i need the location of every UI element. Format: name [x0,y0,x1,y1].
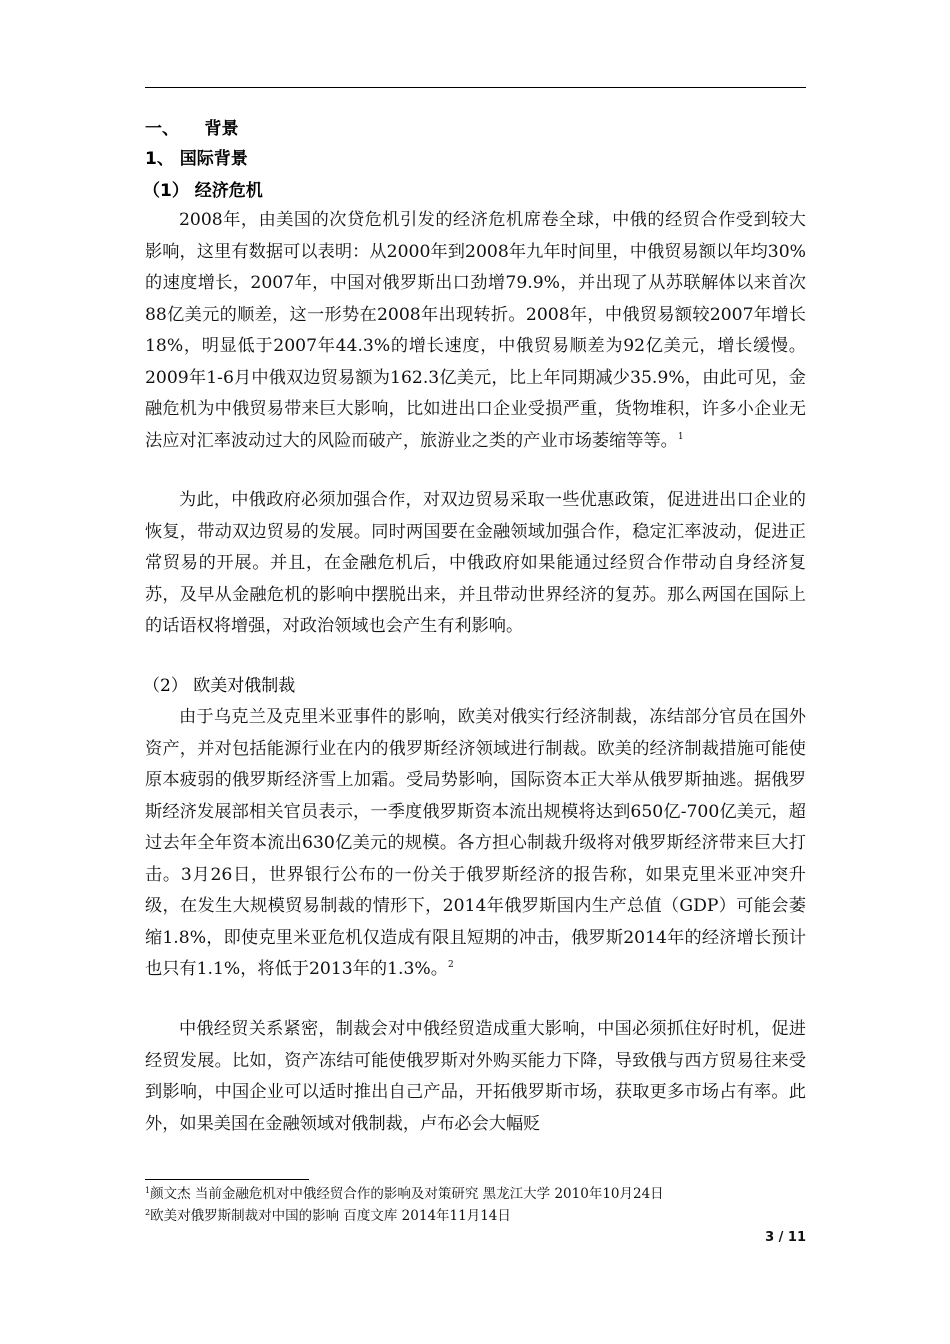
paragraph-text: 为此，中俄政府必须加强合作，对双边贸易采取一些优惠政策，促进进出口企业的恢复，带动双边贸易的发展。同时两国要在金融领域加强合作，稳定汇率波动，促进正常贸易的开展。并且，在金融危机后，中俄政府如果能通过经贸合作带动自身经济复苏，及早从金融危机的影响中摆脱出来，并且带动世界经济的复苏。那么两国在国际上的话语权将增强，对政治领域也会产生有利影响。 [145,490,806,636]
paragraph-text: 中俄经贸关系紧密，制裁会对中俄经贸造成重大影响，中国必须抓住好时机，促进经贸发展。比如，资产冻结可能使俄罗斯对外购买能力下降，导致俄与西方贸易往来受到影响，中国企业可以适时推出自己产品，开拓俄罗斯市场，获取更多市场占有率。此外，如果美国在金融领域对俄制裁，卢布必会大幅贬 [145,1019,806,1134]
paragraph-text: 由于乌克兰及克里米亚事件的影响，欧美对俄实行经济制裁，冻结部分官员在国外资产，并对包括能源行业在内的俄罗斯经济领域进行制裁。欧美的经济制裁措施可能使原本疲弱的俄罗斯经济雪上加霜。受局势影响，国际资本正大举从俄罗斯抽逃。据俄罗斯经济发展部相关官员表示，一季度俄罗斯资本流出规模将达到650亿-700亿美元，超过去年全年资本流出630亿美元的规模。各方担心制裁升级将对俄罗斯经济带来巨大打击。3月26日，世界银行公布的一份关于俄罗斯经济的报告称，如果克里米亚冲突升级，在发生大规模贸易制裁的情形下，2014年俄罗斯国内生产总值（GDP）可能会萎缩1.8%，即使克里米亚危机仅造成有限且短期的冲击，俄罗斯2014年的经济增长预计也只有1.1%，将低于2013年的1.3%。 [145,707,806,979]
paragraph-sanctions [145,702,806,986]
header-rule [145,87,806,88]
paragraph-economic-crisis [145,205,806,457]
subsection-1-heading: （1） 经济危机 [143,181,263,201]
subsection-2-heading: （2） 欧美对俄制裁 [143,676,296,696]
paragraph-text: 2008年，由美国的次贷危机引发的经济危机席卷全球，中俄的经贸合作受到较大影响，这里有数据可以表明：从2000年到2008年九年时间里，中俄贸易额以年均30%的速度增长，2007年，中国对俄罗斯出口劲增79.9%，并出现了从苏联解体以来首次88亿美元的顺差，这一形势在2008年出现转折。2008年，中俄贸易额较2007年增长18%，明显低于2007年44.3%的增长速度，中俄贸易顺差为92亿美元，增长缓慢。2009年1-6月中俄双边贸易额为162.3亿美元，比上年同期减少35.9%，由此可见，金融危机为中俄贸易带来巨大影响，比如进出口企业受损严重，货物堆积，许多小企业无法应对汇率波动过大的风险而破产，旅游业之类的产业市场萎缩等等。 [145,210,806,451]
footnote-mark: 1 [145,1186,151,1195]
paragraph-cooperation [145,485,806,643]
page-number: 3 / 11 [765,1230,806,1245]
footnote-text: 颜文杰 当前金融危机对中俄经贸合作的影响及对策研究 黑龙江大学 2010年10月24日 [150,1186,664,1202]
footnote-text: 欧美对俄罗斯制裁对中国的影响 百度文库 2014年11月14日 [150,1208,511,1224]
footnote-separator [145,1179,309,1180]
section-heading: 一、 背景 [145,119,239,139]
footnote-2 [145,1208,511,1225]
footnote-1 [145,1186,664,1203]
subsection-heading: 1、 国际背景 [145,149,248,169]
footnote-ref: 1 [677,431,684,442]
footnote-ref: 2 [447,960,454,970]
footnote-mark: 2 [145,1208,151,1217]
paragraph-opportunity [145,1014,806,1140]
